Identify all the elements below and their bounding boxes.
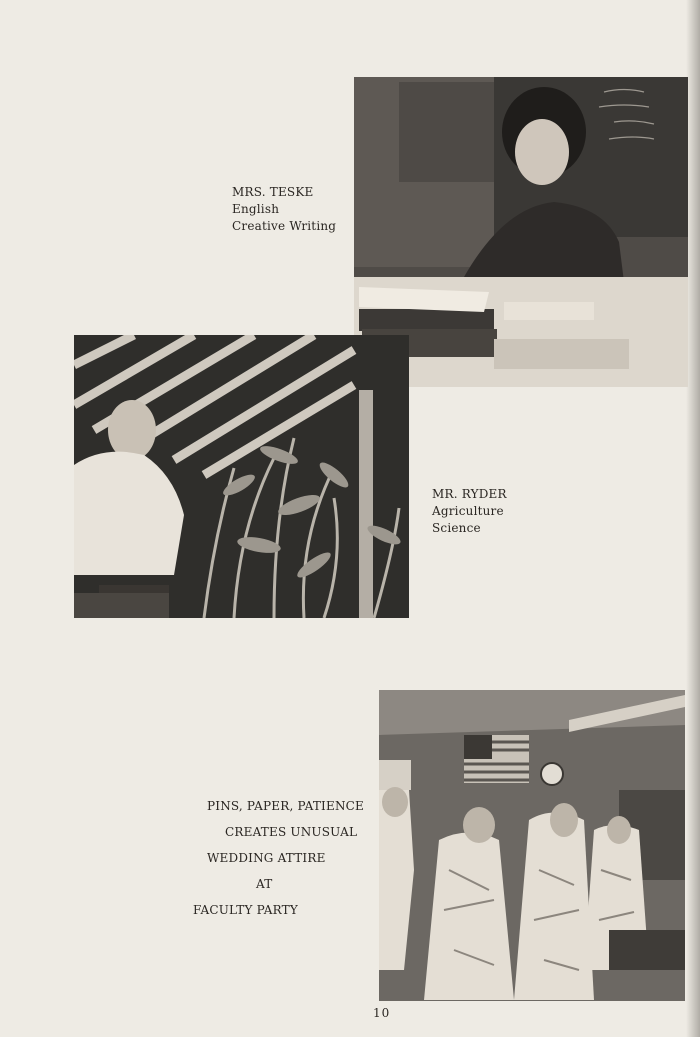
page-edge-shadow: [686, 0, 700, 1037]
party-caption-line-4: AT: [256, 877, 273, 891]
party-caption-line-3: WEDDING ATTIRE: [207, 851, 326, 865]
party-caption-line-5: FACULTY PARTY: [193, 903, 298, 917]
ryder-photo: [74, 335, 409, 618]
teske-caption: [232, 184, 336, 235]
party-caption-line-1: PINS, PAPER, PATIENCE: [207, 799, 365, 813]
party-caption-line-2: CREATES UNUSUAL: [225, 825, 358, 839]
ryder-name: MR. RYDER: [432, 487, 507, 501]
ryder-caption: [432, 486, 507, 537]
party-photo: [379, 690, 685, 1001]
ryder-subject-1: Agriculture: [432, 504, 504, 518]
teske-subject-1: English: [232, 202, 280, 216]
party-caption: [193, 793, 365, 923]
party-photo-image: [379, 690, 685, 1001]
ryder-subject-2: Science: [432, 521, 481, 535]
ryder-photo-image: [74, 335, 409, 618]
teske-subject-2: Creative Writing: [232, 219, 337, 233]
teske-name: MRS. TESKE: [232, 185, 314, 199]
page-number: 10: [373, 1006, 391, 1020]
